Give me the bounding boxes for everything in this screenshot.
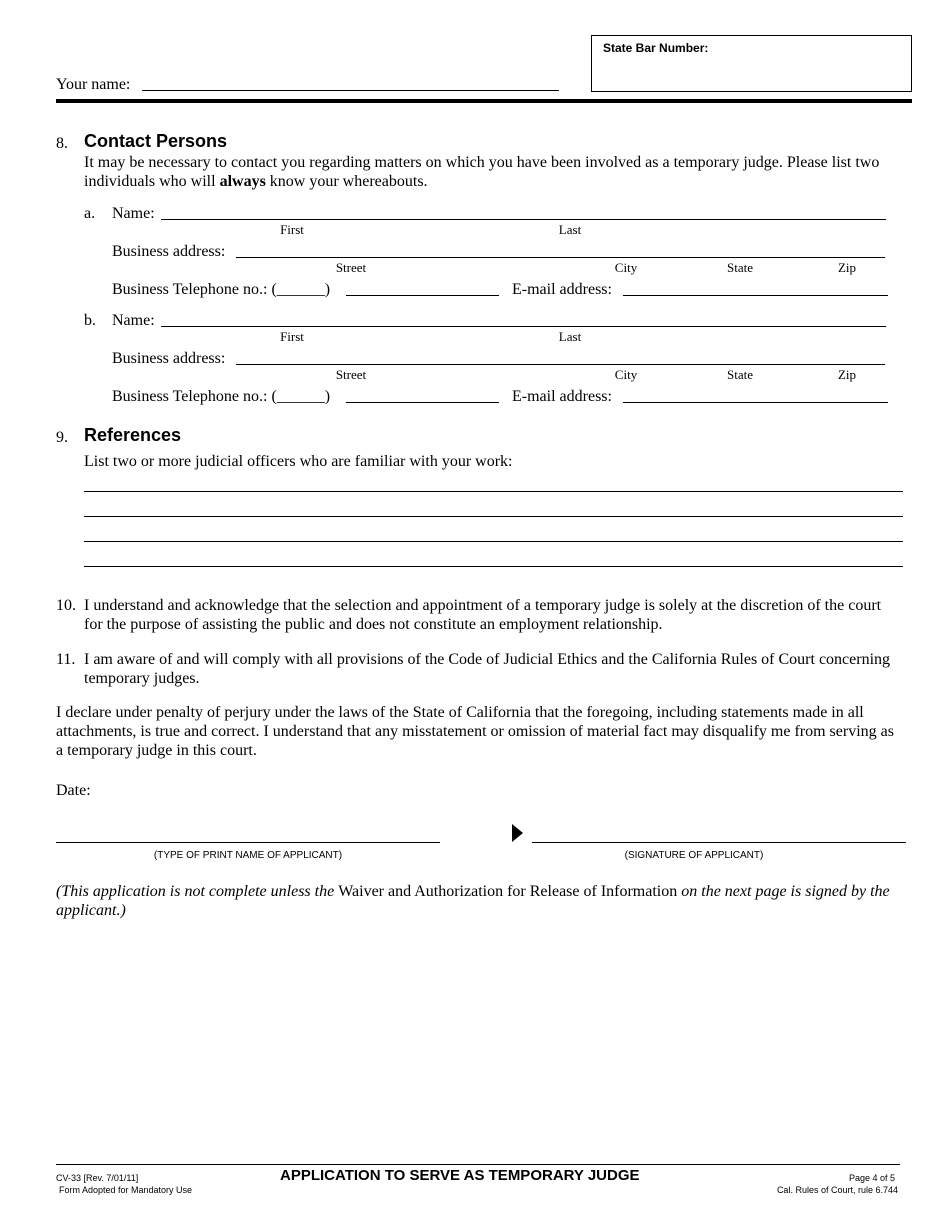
business-address-label: Business address:: [112, 350, 226, 367]
rule-reference: Cal. Rules of Court, rule 6.744: [776, 1185, 898, 1195]
street-caption: Street: [335, 367, 367, 382]
reference-line-4[interactable]: [84, 566, 903, 567]
section-10-number: 10.: [56, 597, 76, 614]
contact-letter: b.: [84, 312, 96, 329]
business-telephone-field[interactable]: [346, 402, 499, 403]
date-label: Date:: [56, 782, 91, 799]
business-telephone-label: Business Telephone no.: (______): [112, 281, 331, 298]
first-caption: First: [280, 222, 304, 237]
reference-line-3[interactable]: [84, 541, 903, 542]
reference-line-2[interactable]: [84, 516, 903, 517]
state-bar-number-box[interactable]: [591, 35, 912, 92]
form-adopted: Form Adopted for Mandatory Use: [59, 1185, 193, 1195]
section-8-title: Contact Persons: [84, 131, 228, 151]
section-9-intro: List two or more judicial officers who are familiar with your work:: [84, 453, 513, 470]
state-caption: State: [727, 260, 753, 275]
name-label: Name:: [112, 205, 155, 222]
section-10-text: I understand and acknowledge that the selection and appointment of a temporary judge is solely at the discretion of the court for the purpose of assisting the public and does not constitute an employment relationship.: [84, 597, 882, 633]
name-field[interactable]: [161, 326, 886, 327]
contact-letter: a.: [84, 205, 96, 222]
reference-line-1[interactable]: [84, 491, 903, 492]
footer-rule: [56, 1164, 900, 1165]
zip-caption: Zip: [837, 367, 857, 382]
name-field[interactable]: [161, 219, 886, 220]
business-address-field[interactable]: [236, 364, 885, 365]
city-caption: City: [614, 260, 638, 275]
business-telephone-label: Business Telephone no.: (______): [112, 388, 331, 405]
signature-arrow-icon: [512, 824, 524, 842]
section-11-text: I am aware of and will comply with all provisions of the Code of Judicial Ethics and the California Rules of Court concerning temporary judges.: [84, 651, 891, 687]
state-caption: State: [727, 367, 753, 382]
header-rule: [56, 99, 912, 103]
business-telephone-field[interactable]: [346, 295, 499, 296]
your-name-field[interactable]: [142, 90, 559, 91]
signature-caption: (SIGNATURE OF APPLICANT): [624, 850, 764, 861]
zip-caption: Zip: [837, 260, 857, 275]
section-8-intro: It may be necessary to contact you regarding matters on which you have been involved as a temporary judge. Please list two individuals who will always know your whereabouts.: [84, 154, 880, 190]
page-number: Page 4 of 5: [848, 1173, 895, 1183]
form-id: CV-33 [Rev. 7/01/11]: [56, 1173, 139, 1183]
first-caption: First: [280, 329, 304, 344]
business-address-field[interactable]: [236, 257, 885, 258]
state-bar-number-label: State Bar Number:: [603, 41, 709, 55]
section-8-number: 8.: [56, 135, 68, 152]
street-caption: Street: [335, 260, 367, 275]
last-caption: Last: [558, 329, 582, 344]
signature-field[interactable]: [532, 842, 906, 843]
business-address-label: Business address:: [112, 243, 226, 260]
completion-note: (This application is not complete unless the Waiver and Authorization for Release of Information on the next page is signed by the applicant.): [56, 883, 890, 919]
city-caption: City: [614, 367, 638, 382]
email-field[interactable]: [623, 295, 888, 296]
email-field[interactable]: [623, 402, 888, 403]
your-name-label: Your name:: [56, 76, 131, 93]
email-label: E-mail address:: [512, 388, 612, 405]
declaration-text: I declare under penalty of perjury under the laws of the State of California that the foregoing, including statements made in all attachments, is true and correct. I understand that any misstatement or omission of material fact may disqualify me from serving as a temporary judge in this court.: [56, 704, 894, 759]
name-label: Name:: [112, 312, 155, 329]
email-label: E-mail address:: [512, 281, 612, 298]
section-11-number: 11.: [56, 651, 76, 668]
footer-title: APPLICATION TO SERVE AS TEMPORARY JUDGE: [280, 1167, 640, 1184]
section-9-number: 9.: [56, 429, 68, 446]
print-name-field[interactable]: [56, 842, 440, 843]
section-9-title: References: [84, 425, 182, 445]
print-name-caption: (TYPE OF PRINT NAME OF APPLICANT): [153, 850, 343, 861]
last-caption: Last: [558, 222, 582, 237]
